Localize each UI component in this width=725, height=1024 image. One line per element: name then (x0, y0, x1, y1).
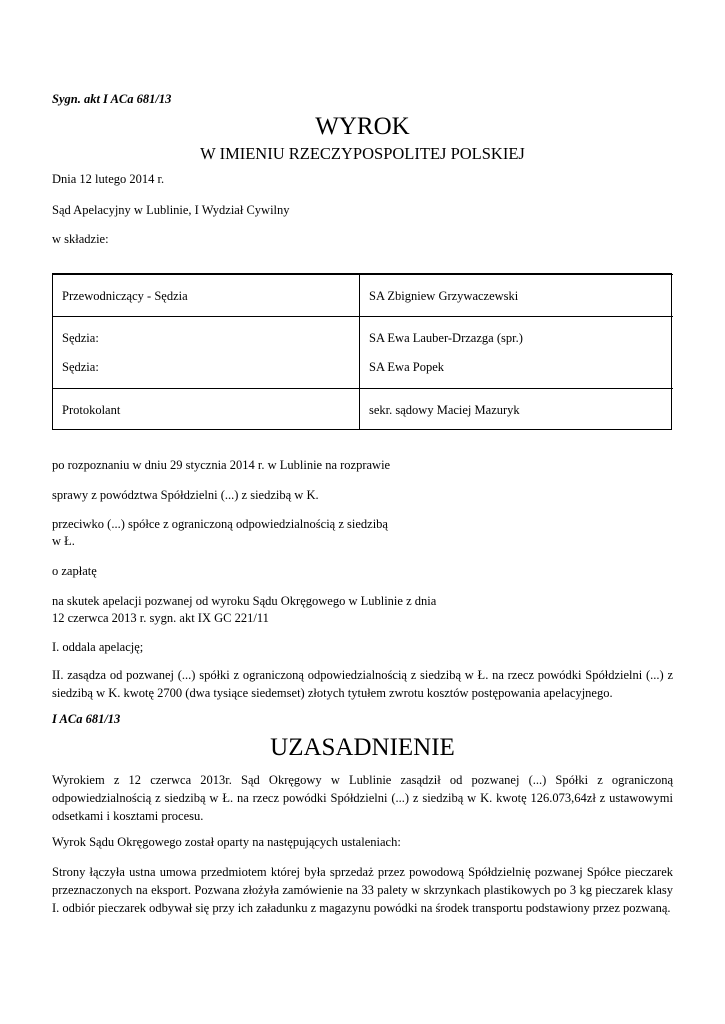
table-cell-person: SA Zbigniew Grzywaczewski (369, 289, 519, 303)
justification-paragraph-3: Strony łączyła ustna umowa przedmiotem której była sprzedaż przez powodową Spółdzielnię pozwanej Spółce pieczarek przeznaczonych na eksport. Pozwana złożyła zamówienie na 33 palety w skrzynkach plastikowych po 3 kg pieczarek klasy I. odbiór pieczarek odbywał się przy ich załadunku z magazynu powódki na środek transportu podstawiony przez pozwaną. (52, 865, 673, 915)
appeal-line-2: 12 czerwca 2013 r. sygn. akt IX GC 221/11 (52, 611, 269, 625)
table-cell-role: Protokolant (62, 403, 121, 417)
defendant-line-2: w Ł. (52, 534, 75, 548)
document-subtitle: W IMIENIU RZECZYPOSPOLITEJ POLSKIEJ (200, 144, 525, 163)
table-cell-person: SA Ewa Lauber-Drzazga (spr.) (369, 331, 523, 345)
defendant-line-1: przeciwko (...) spółce z ograniczoną odpowiedzialnością z siedzibą (52, 517, 388, 531)
ruling-point-2: II. zasądza od pozwanej (...) spółki z ograniczoną odpowiedzialnością z siedzibą w Ł. na rzecz powódki Spółdzielni (...) z siedzibą w K. kwotę 2700 (dwa tysiące siedemset) złotych tytułem zwrotu kosztów postępowania apelacyjnego. (52, 668, 673, 700)
composition-table (52, 273, 672, 430)
court-name: Sąd Apelacyjny w Lublinie, I Wydział Cywilny (52, 203, 290, 217)
table-cell-person: sekr. sądowy Maciej Mazuryk (369, 403, 520, 417)
table-row (53, 316, 673, 388)
case-signature: Sygn. akt I ACa 681/13 (52, 92, 172, 106)
table-row (53, 274, 673, 316)
judgment-date: Dnia 12 lutego 2014 r. (52, 172, 165, 186)
table-cell-role: Sędzia: (62, 360, 99, 374)
table-row (53, 388, 673, 429)
subject-paragraph: o zapłatę (52, 564, 97, 578)
document-title: WYROK (315, 113, 410, 140)
hearing-paragraph: po rozpoznaniu w dniu 29 stycznia 2014 r. w Lublinie na rozprawie (52, 458, 391, 472)
ruling-point-1: I. oddala apelację; (52, 640, 144, 654)
appeal-line-1: na skutek apelacji pozwanej od wyroku Sądu Okręgowego w Lublinie z dnia (52, 594, 437, 608)
justification-paragraph-2: Wyrok Sądu Okręgowego został oparty na następujących ustaleniach: (52, 835, 401, 849)
table-cell-person: SA Ewa Popek (369, 360, 444, 374)
table-cell-role: Przewodniczący - Sędzia (62, 289, 188, 303)
justification-paragraph-1: Wyrokiem z 12 czerwca 2013r. Sąd Okręgowy w Lublinie zasądził od pozwanej (...) Spółki z ograniczoną odpowiedzialnością z siedzibą w Ł. na rzecz powódki Spółdzielni (...) z siedzibą w K. kwotę 126.073,64zł z ustawowymi odsetkami i kosztami procesu. (52, 773, 673, 823)
justification-title: UZASADNIENIE (270, 734, 455, 761)
composition-label: w składzie: (52, 232, 109, 246)
case-paragraph: sprawy z powództwa Spółdzielni (...) z siedzibą w K. (52, 488, 319, 502)
table-cell-role: Sędzia: (62, 331, 99, 345)
justification-signature: I ACa 681/13 (52, 712, 121, 726)
